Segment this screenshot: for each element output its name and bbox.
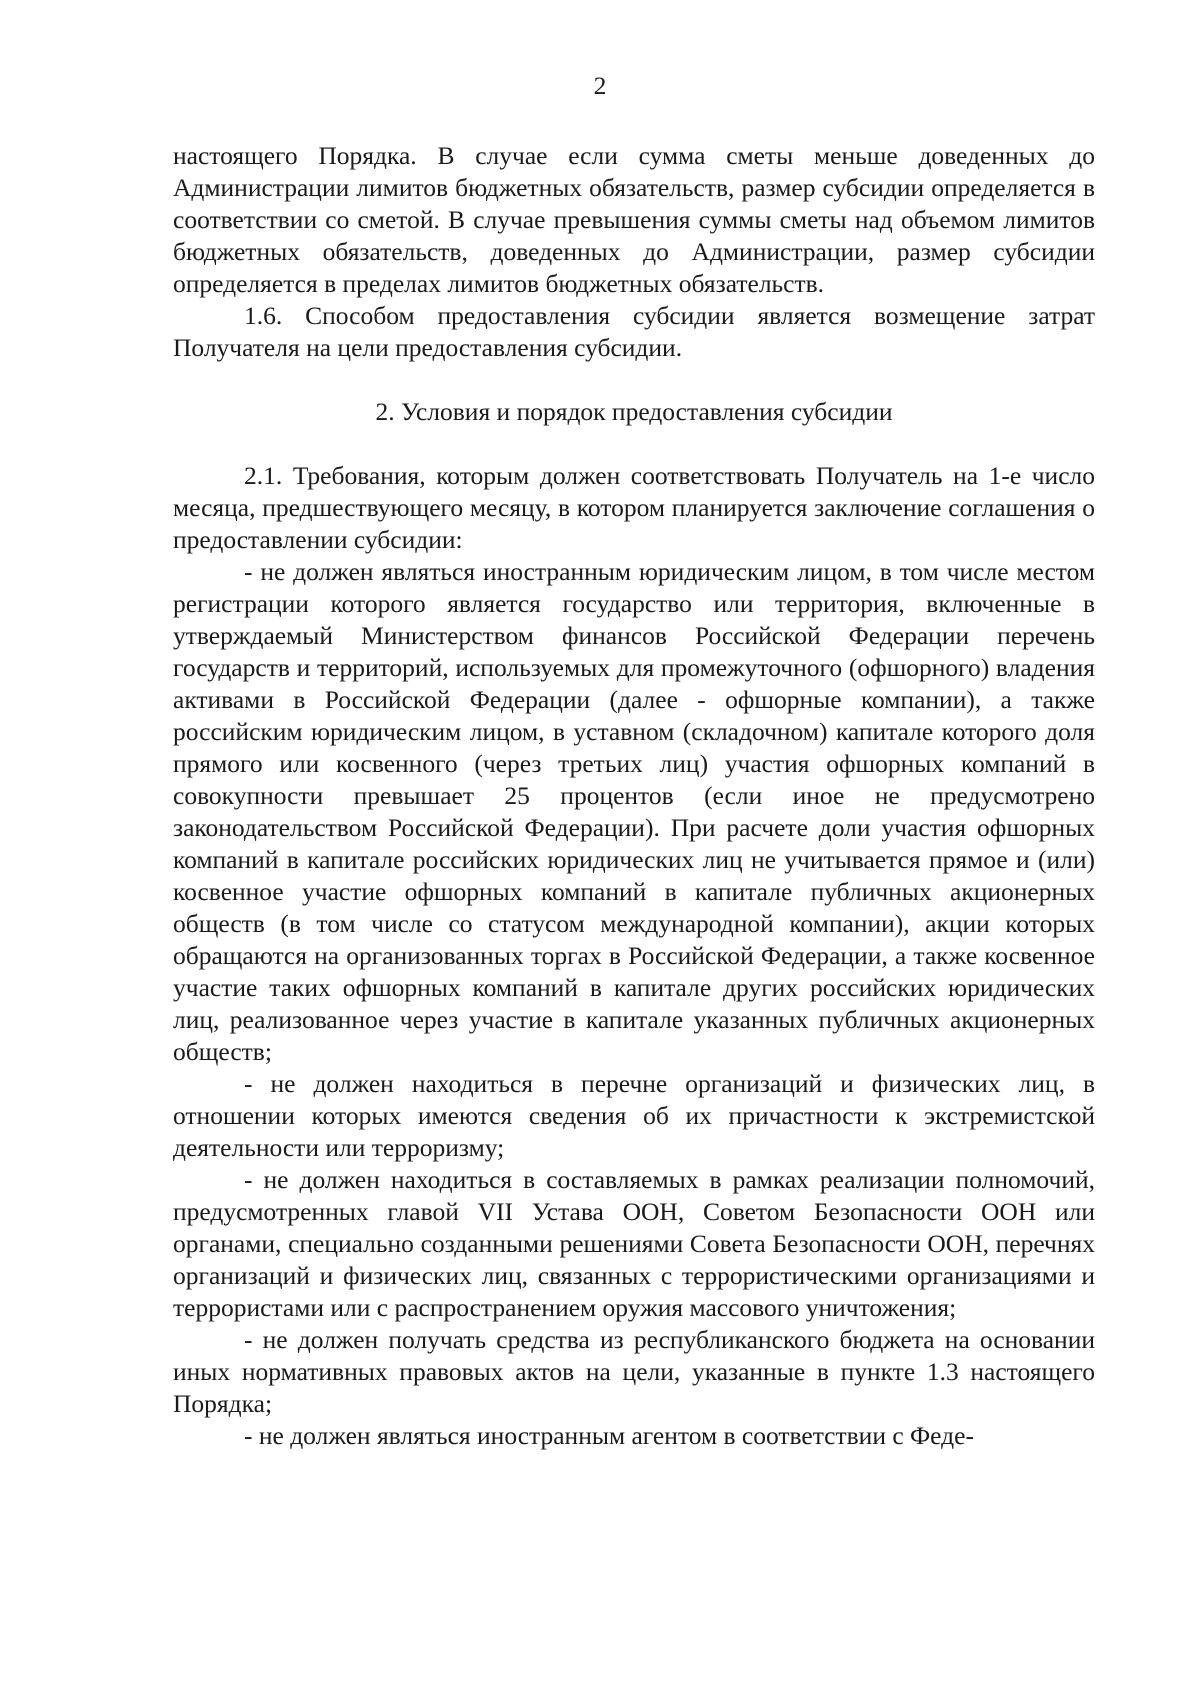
requirement-item-un-lists: - не должен находиться в составляемых в рамках реализации полномочий, предусмотренных главой VII Устава ООН, Советом Безопасности ООН или органами, специально созданными решениями Совета Безопасности ООН, перечнях организаций и физических лиц, связанных с террористическими организациями и террористами или с распространением оружия массового уничтожения;: [173, 1165, 1095, 1322]
page-number: 2: [593, 71, 607, 100]
paragraph-continuation: настоящего Порядка. В случае если сумма сметы меньше доведенных до Администрации лимитов бюджетных обязательств, размер субсидии определяется в соответствии со сметой. В случае превышения суммы сметы над объемом лимитов бюджетных обязательств, доведенных до Администрации, размер субсидии определяется в пределах лимитов бюджетных обязательств.: [173, 141, 1095, 298]
requirement-item-foreign-agent: - не должен являться иностранным агентом в соответствии с Феде-: [244, 1421, 974, 1450]
section-heading: 2. Условия и порядок предоставления субсидии: [375, 397, 893, 426]
paragraph-1-6: 1.6. Способом предоставления субсидии является возмещение затрат Получателя на цели предоставления субсидии.: [173, 301, 1095, 362]
requirement-item-budget: - не должен получать средства из республиканского бюджета на основании иных нормативных правовых актов на цели, указанные в пункте 1.3 настоящего Порядка;: [173, 1325, 1095, 1418]
requirement-item-extremism: - не должен находиться в перечне организаций и физических лиц, в отношении которых имеются сведения об их причастности к экстремистской деятельности или терроризму;: [173, 1069, 1095, 1162]
document-body: [173, 140, 1095, 1452]
paragraph-2-1: 2.1. Требования, которым должен соответствовать Получатель на 1-е число месяца, предшествующего месяцу, в котором планируется заключение соглашения о предоставлении субсидии:: [173, 461, 1095, 554]
requirement-item-offshore: - не должен являться иностранным юридическим лицом, в том числе местом регистрации которого является государство или территория, включенные в утверждаемый Министерством финансов Российской Федерации перечень государств и территорий, используемых для промежуточного (офшорного) владения активами в Российской Федерации (далее - офшорные компании), а также российским юридическим лицом, в уставном (складочном) капитале которого доля прямого или косвенного (через третьих лиц) участия офшорных компаний в совокупности превышает 25 процентов (если иное не предусмотрено законодательством Российской Федерации). При расчете доли участия офшорных компаний в капитале российских юридических лиц не учитывается прямое и (или) косвенное участие офшорных компаний в капитале публичных акционерных обществ (в том числе со статусом международной компании), акции которых обращаются на организованных торгах в Российской Федерации, а также косвенное участие таких офшорных компаний в капитале других российских юридических лиц, реализованное через участие в капитале указанных публичных акционерных обществ;: [173, 557, 1095, 1066]
